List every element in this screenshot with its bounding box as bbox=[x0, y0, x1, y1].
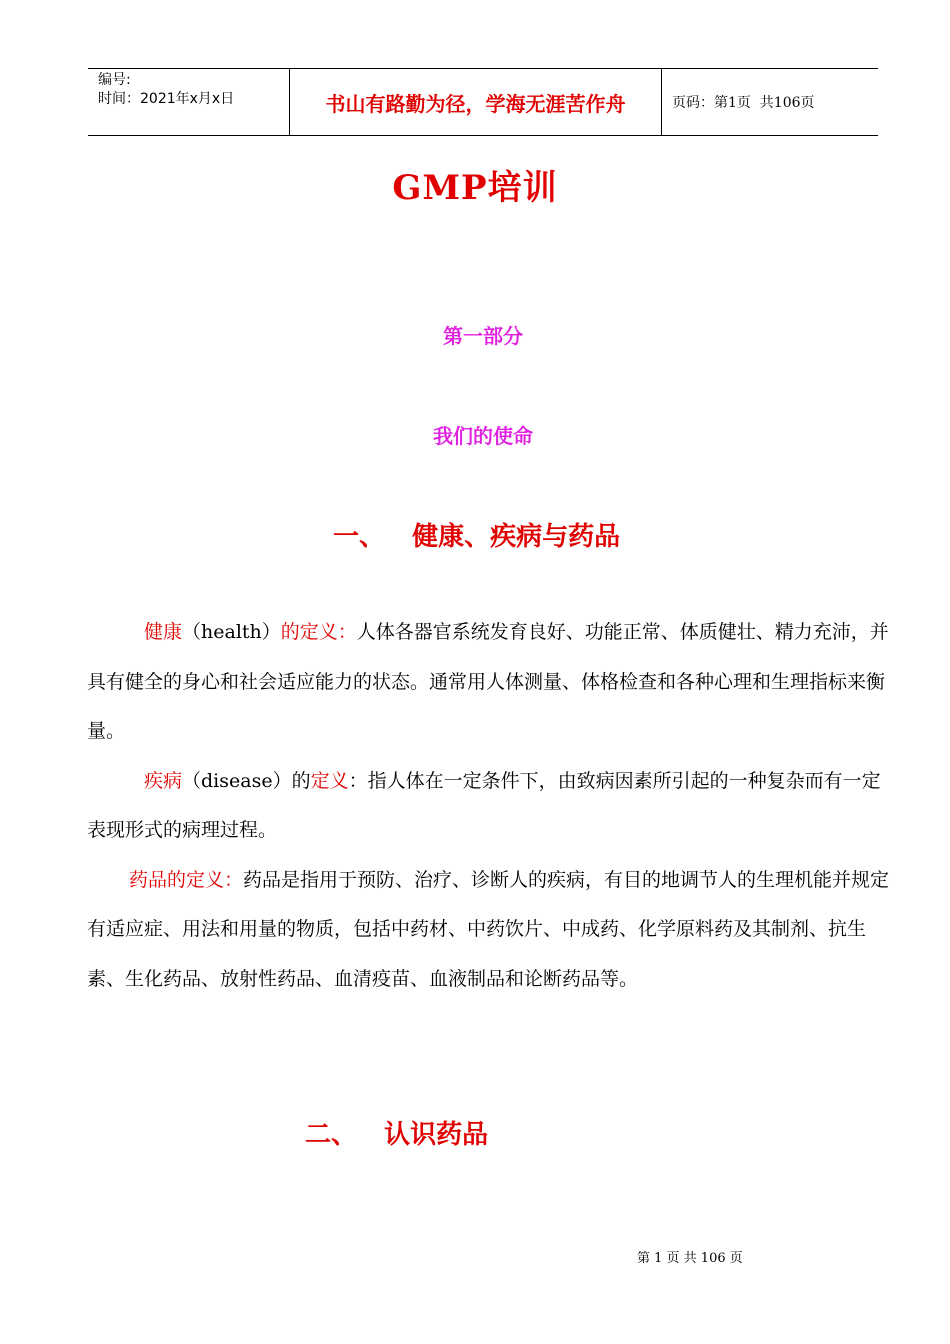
page-header bbox=[88, 68, 878, 136]
health-text: 人体各器官系统发育良好、功能正常、体质健壮、精力充沛，并具有健全的身心和社会适应能力的状态。通常用人体测量、体格检查和各种心理和生理指标来衡量。 bbox=[87, 621, 889, 742]
section-heading-1: 一、 健康、疾病与药品 bbox=[333, 522, 621, 552]
document-title: GMP培训 bbox=[392, 168, 558, 208]
header-page-info: 页码：第1页 共106页 bbox=[672, 95, 815, 111]
definitions-body bbox=[87, 608, 897, 1004]
disease-def-label: 定义 bbox=[310, 769, 349, 792]
disease-english: （disease）的 bbox=[182, 769, 311, 792]
drug-definition bbox=[87, 856, 897, 1005]
health-term: 健康 bbox=[144, 621, 183, 643]
drug-def-label: 药品的定义： bbox=[129, 868, 244, 891]
disease-term: 疾病 bbox=[144, 769, 183, 792]
health-english: （health） bbox=[182, 621, 281, 643]
mission-label: 我们的使命 bbox=[433, 424, 533, 448]
serial-label: 编号: bbox=[98, 72, 131, 88]
part-label: 第一部分 bbox=[443, 324, 523, 348]
page-footer: 第 1 页 共 106 页 bbox=[637, 1251, 743, 1266]
drug-text: 药品是指用于预防、治疗、诊断人的疾病，有目的地调节人的生理机能并规定有适应症、用法和用量的物质，包括中药材、中药饮片、中成药、化学原料药及其制剂、抗生素、生化药品、放射性药品、血清疫苗、血液制品和论断药品等。 bbox=[87, 868, 890, 990]
section-heading-2: 二、 认识药品 bbox=[305, 1120, 489, 1150]
disease-text: ：指人体在一定条件下，由致病因素所引起的一种复杂而有一定表现形式的病理过程。 bbox=[87, 769, 881, 841]
header-meta bbox=[88, 69, 290, 135]
disease-definition bbox=[87, 757, 897, 856]
health-def-label: 的定义： bbox=[280, 621, 357, 643]
health-definition bbox=[87, 608, 897, 757]
header-motto: 书山有路勤为径，学海无涯苦作舟 bbox=[290, 69, 662, 135]
time-label: 时间：2021年x月x日 bbox=[98, 91, 235, 107]
